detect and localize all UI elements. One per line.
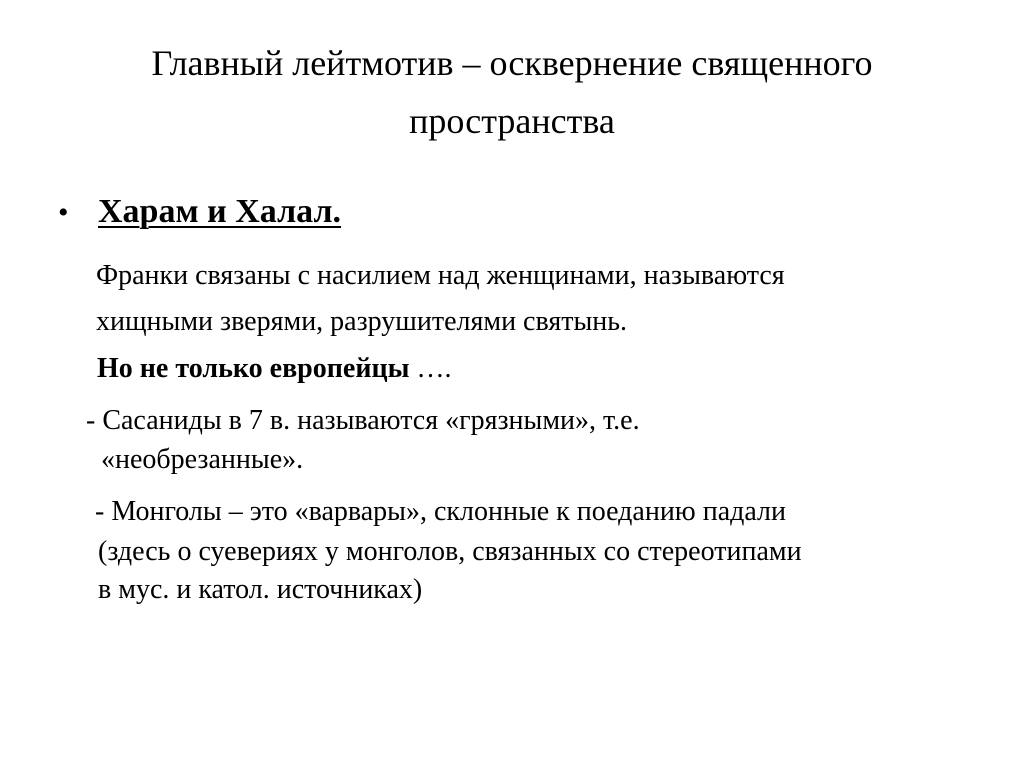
sasanids-text-line-2: «необрезанные». xyxy=(101,444,304,475)
bullet-heading: Харам и Халал. xyxy=(98,193,342,230)
not-only-europeans-bold: Но не только европейцы xyxy=(97,353,410,384)
not-only-europeans-ellipsis: …. xyxy=(409,353,452,384)
bullet-marker: • xyxy=(58,196,69,229)
slide-title-line-2: пространства xyxy=(409,101,615,141)
slide-title xyxy=(62,34,962,150)
mongols-text-line-2: (здесь о суевериях у монголов, связанных со стереотипами xyxy=(98,536,802,567)
franks-text-line-1: Франки связаны с насилием над женщинами, называются xyxy=(96,260,785,291)
sasanids-text-line-1: - Сасаниды в 7 в. называются «грязными», т.е. xyxy=(86,405,640,436)
bullet-item xyxy=(58,190,341,235)
franks-text-line-2: хищными зверями, разрушителями святынь. xyxy=(96,306,628,337)
not-only-europeans-line xyxy=(97,350,451,388)
slide-title-line-1: Главный лейтмотив – осквернение священного xyxy=(151,43,873,83)
mongols-text-line-1: - Монголы – это «варвары», склонные к поеданию падали xyxy=(95,496,787,527)
mongols-text-line-3: в мус. и катол. источниках) xyxy=(98,574,423,605)
